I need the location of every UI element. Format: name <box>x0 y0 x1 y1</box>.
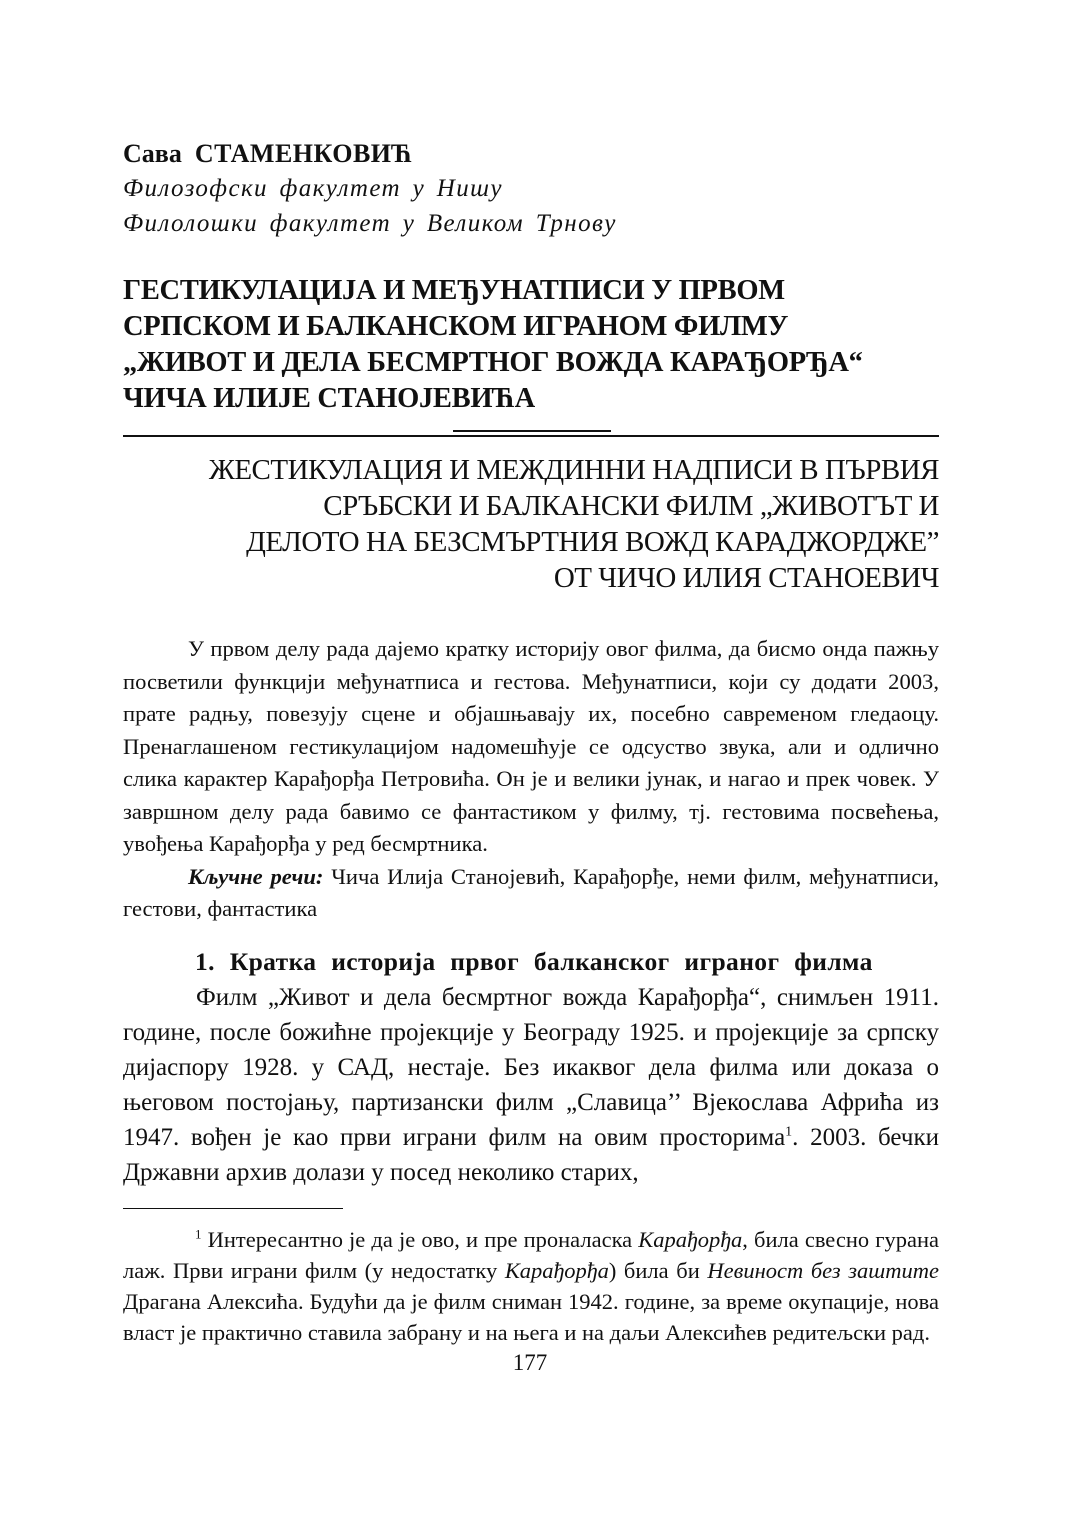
footnote-text: , била свесно гурана лаж. Први играни филм (у недостатку <box>123 1227 939 1283</box>
body-text-part: Филм „Живот и дела бесмртног вожда Карађорђа“, снимљен 1911. године, после божићне пројекције у Београду 1925. и пројекције за српску дијаспору 1928. у САД, нестаје. Без икаквог дела филма или доказа о његовом постојању, партизански филм „Славица’’ Вјекослава Афрића из 1947. вођен је као први играни филм на овим просторима <box>123 984 939 1151</box>
translated-title-line: ЖЕСТИКУЛАЦИЯ И МЕЖДИННИ НАДПИСИ В ПЪРВИЯ <box>208 454 939 486</box>
title-divider-short <box>453 430 611 432</box>
footnote-reference[interactable]: 1 <box>785 1124 793 1140</box>
author-last-name: СТАМЕНКОВИЋ <box>194 139 413 168</box>
footnote-paragraph <box>123 1224 939 1348</box>
page-number: 177 <box>512 1350 548 1375</box>
translated-title-line: ОТ ЧИЧО ИЛИЯ СТАНОЕВИЧ <box>553 562 939 594</box>
translated-title-line: СРЪБСКИ И БАЛКАНСКИ ФИЛМ „ЖИВОТЪТ И <box>323 490 939 522</box>
footnote-italic: Карађорђа <box>638 1227 743 1252</box>
body-text <box>123 980 939 1190</box>
title-line: СРПСКОМ И БАЛКАНСКОМ ИГРАНОМ ФИЛМУ <box>123 311 789 342</box>
author-name <box>123 137 413 171</box>
abstract-text: У првом делу рада дајемо кратку историју овог филма, да бисмо онда пажњу посветили функцији међунатписа и гестова. Међунатписи, који су додати 2003, прате радњу, повезују сцене и објашњавају их, посебно савременом гледаоцу. Пренаглашеном гестикулацијом надомешћује се одсуство звука, али и одлично слика карактер Карађорђа Петровића. Он је и велики јунак, и нагао и прек човек. У завршном делу рада бавимо се фантастиком у филму, тј. гестовима посвећења, увођења Карађорђа у ред бесмртника. <box>123 636 939 856</box>
abstract <box>123 633 939 926</box>
translated-title-line: ДЕЛОТО НА БЕЗСМЪРТНИЯ ВОЖД КАРАДЖОРДЖЕ” <box>246 526 939 558</box>
keywords-label: Кључне речи: <box>188 863 324 889</box>
footnote-italic: Карађорђа <box>504 1258 609 1283</box>
keywords <box>123 861 939 926</box>
footnote-text: Драгана Алексића. Будући да је филм сниман 1942. године, за време окупације, нова власт је практично ставила забрану и на њега и на даљи Алексићев редитељски рад. <box>123 1289 939 1345</box>
footnote-number: 1 <box>195 1226 202 1242</box>
footnote-italic: Невиност без заштите <box>707 1258 940 1283</box>
footnote <box>123 1224 939 1348</box>
title-line: „ЖИВОТ И ДЕЛА БЕСМРТНОГ ВОЖДА КАРАЂОРЂА“ <box>123 347 863 378</box>
author-first-name: Сава <box>123 139 182 168</box>
section-heading: 1. Кратка историја првог балканског играног филма <box>195 947 873 976</box>
footnote-text: Интересантно је да је ово, и пре проналаска <box>201 1227 639 1252</box>
translated-title <box>139 452 939 596</box>
title-line: ГЕСТИКУЛАЦИЈА И МЕЂУНАТПИСИ У ПРВОМ <box>123 275 785 306</box>
footnote-divider <box>123 1208 343 1209</box>
body-paragraph <box>123 980 939 1190</box>
affiliation-2: Филолошки факултет у Великом Трнову <box>123 210 617 237</box>
affiliation-1: Филозофски факултет у Нишу <box>123 175 503 202</box>
title-divider <box>123 435 939 437</box>
title-line: ЧИЧА ИЛИЈЕ СТАНОЈЕВИЋА <box>123 383 535 414</box>
footnote-text: ) била би <box>608 1258 708 1283</box>
body-text-part: . 2003. бечки Државни архив долази у посед неколико старих, <box>123 1124 939 1186</box>
keywords-text: Чича Илија Станојевић, Карађорђе, неми филм, међунатписи, гестови, фантастика <box>123 863 939 921</box>
paper-title <box>123 273 943 417</box>
